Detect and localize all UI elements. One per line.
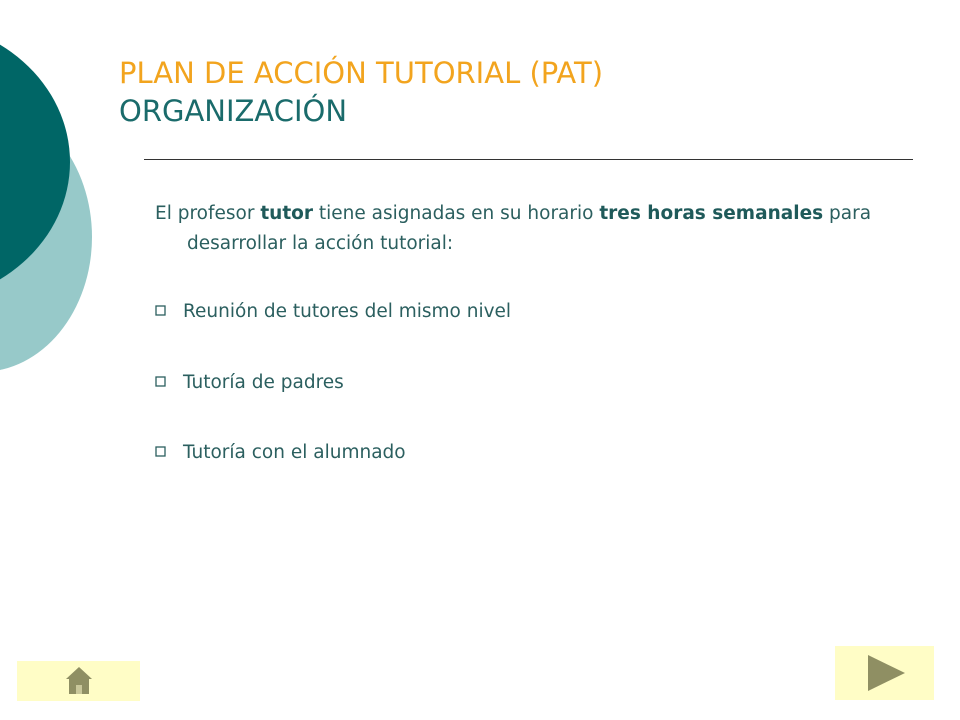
list-item-label: Reunión de tutores del mismo nivel xyxy=(183,301,512,322)
intro-bold-tutor: tutor xyxy=(260,203,314,224)
intro-text-2: tiene asignadas en su horario xyxy=(313,203,600,224)
list-item xyxy=(155,299,511,325)
intro-text-1: El profesor xyxy=(155,203,261,224)
slide-title xyxy=(119,54,603,130)
title-line-main: PLAN DE ACCIÓN TUTORIAL (PAT) xyxy=(119,56,604,90)
next-slide-button[interactable] xyxy=(835,646,934,700)
list-item xyxy=(155,440,406,466)
intro-paragraph xyxy=(155,199,887,259)
home-icon xyxy=(17,661,140,701)
title-divider xyxy=(144,159,913,160)
list-item-label: Tutoría con el alumnado xyxy=(183,442,406,463)
title-line-sub: ORGANIZACIÓN xyxy=(119,94,348,128)
intro-text-3: para desarrollar la acción tutorial: xyxy=(187,203,872,254)
home-button[interactable] xyxy=(17,661,140,701)
play-triangle-icon xyxy=(835,646,934,700)
list-item-label: Tutoría de padres xyxy=(183,372,344,393)
box-bullet-icon xyxy=(155,446,166,457)
box-bullet-icon xyxy=(155,305,166,316)
box-bullet-icon xyxy=(155,376,166,387)
intro-bold-hours: tres horas semanales xyxy=(599,203,824,224)
list-item xyxy=(155,370,344,396)
